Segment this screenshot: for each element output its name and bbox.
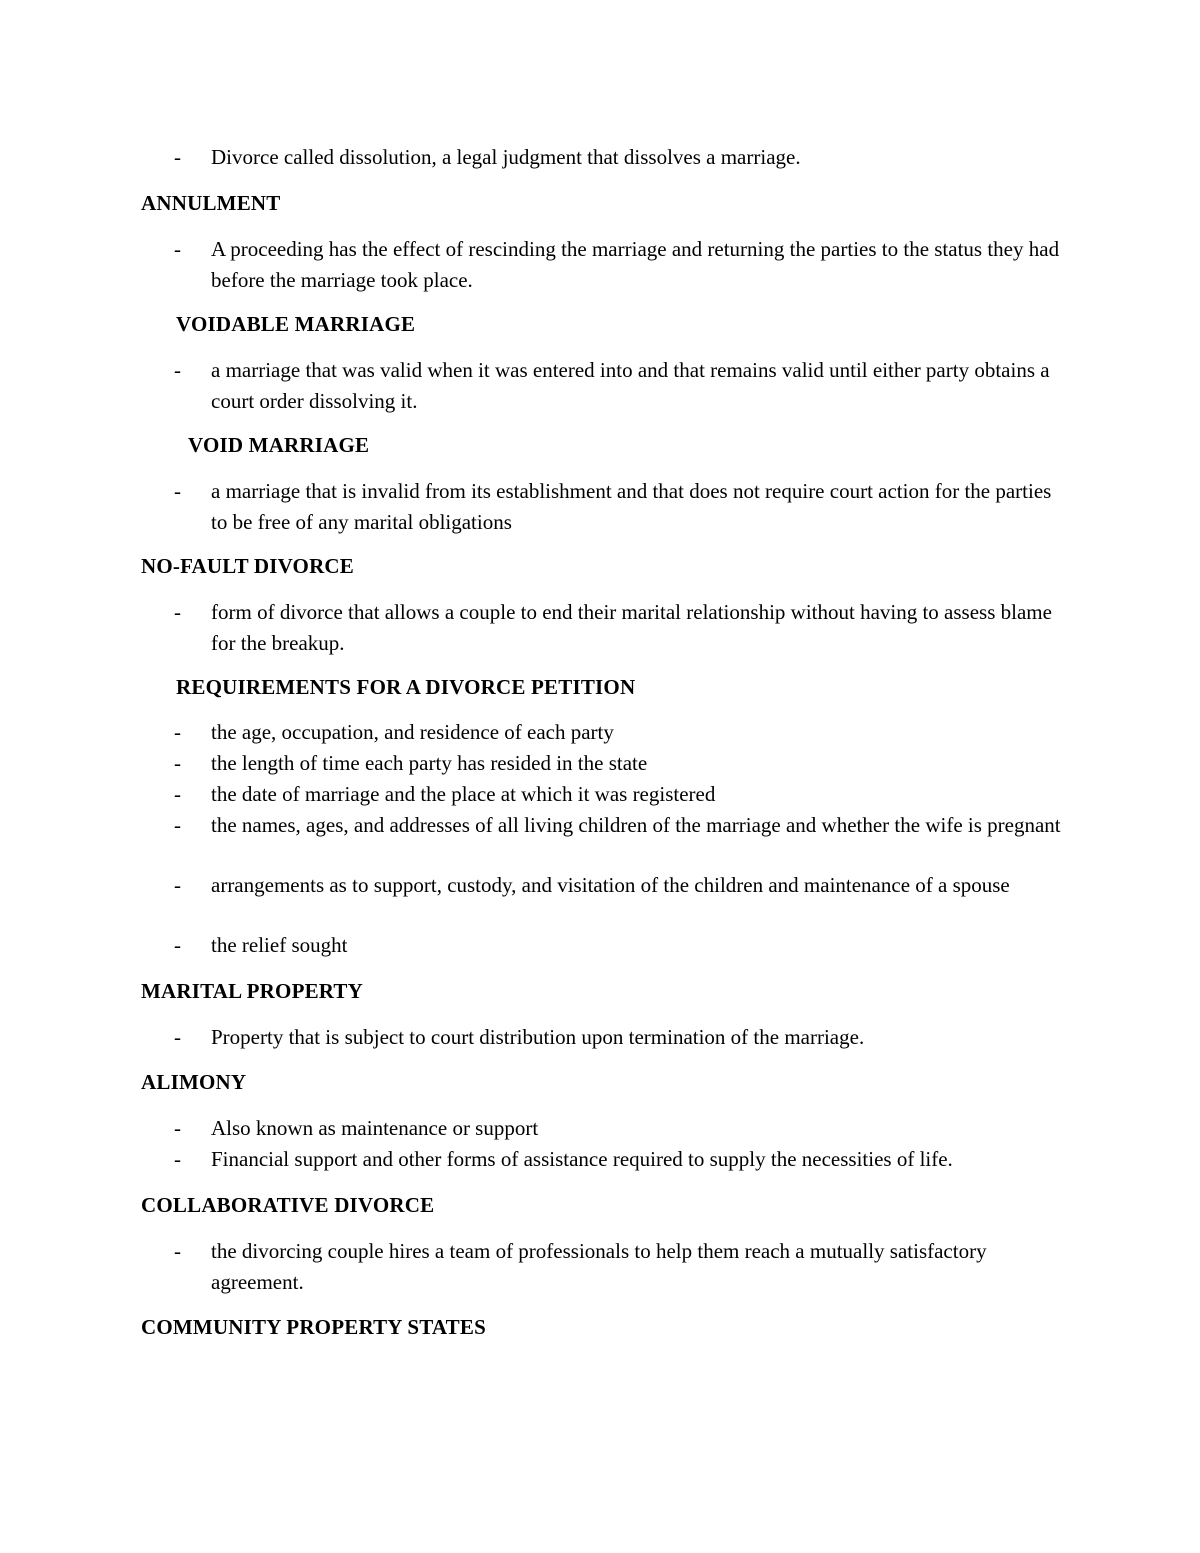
bullet-text: the divorcing couple hires a team of professionals to help them reach a mutually satisfactory agreement.	[211, 1239, 987, 1294]
bullet-dash: -	[174, 1147, 181, 1171]
heading-alimony: ALIMONY	[141, 1070, 247, 1094]
bullet-dash: -	[174, 813, 181, 837]
heading-community-property-states: COMMUNITY PROPERTY STATES	[141, 1315, 486, 1339]
bullet-dash: -	[174, 782, 181, 806]
bullet-text: Property that is subject to court distribution upon termination of the marriage.	[211, 1025, 865, 1049]
heading-annulment: ANNULMENT	[141, 191, 281, 215]
heading-void-marriage: VOID MARRIAGE	[188, 433, 370, 457]
bullet-dash: -	[174, 1116, 181, 1140]
bullet-dash: -	[174, 720, 181, 744]
bullet-text: the relief sought	[211, 933, 348, 957]
heading-no-fault-divorce: NO-FAULT DIVORCE	[141, 554, 355, 578]
bullet-text: Financial support and other forms of assistance required to supply the necessities of life.	[211, 1147, 953, 1171]
bullet-text: the names, ages, and addresses of all living children of the marriage and whether the wife is pregnant	[211, 813, 1061, 837]
bullet-dash: -	[174, 1025, 181, 1049]
bullet-dash: -	[174, 237, 181, 261]
heading-collaborative-divorce: COLLABORATIVE DIVORCE	[141, 1193, 435, 1217]
heading-voidable-marriage: VOIDABLE MARRIAGE	[176, 312, 416, 336]
bullet-text: form of divorce that allows a couple to end their marital relationship without having to assess blame for the breakup.	[211, 600, 1052, 655]
bullet-text: arrangements as to support, custody, and visitation of the children and maintenance of a spouse	[211, 873, 1010, 897]
bullet-dash: -	[174, 873, 181, 897]
bullet-text: Also known as maintenance or support	[211, 1116, 539, 1140]
bullet-dash: -	[174, 145, 181, 169]
bullet-text: a marriage that was valid when it was entered into and that remains valid until either party obtains a court order dissolving it.	[211, 358, 1050, 413]
bullet-text: a marriage that is invalid from its establishment and that does not require court action for the parties to be free of any marital obligations	[211, 479, 1052, 534]
bullet-text: the length of time each party has resided in the state	[211, 751, 648, 775]
bullet-text: A proceeding has the effect of rescinding the marriage and returning the parties to the status they had before the marriage took place.	[211, 237, 1060, 292]
heading-marital-property: MARITAL PROPERTY	[141, 979, 363, 1003]
bullet-dash: -	[174, 751, 181, 775]
bullet-dash: -	[174, 1239, 181, 1263]
bullet-dash: -	[174, 600, 181, 624]
bullet-dash: -	[174, 479, 181, 503]
bullet-text: the date of marriage and the place at which it was registered	[211, 782, 716, 806]
bullet-text: Divorce called dissolution, a legal judgment that dissolves a marriage.	[211, 145, 801, 169]
bullet-text: the age, occupation, and residence of each party	[211, 720, 614, 744]
heading-requirements: REQUIREMENTS FOR A DIVORCE PETITION	[176, 675, 636, 699]
bullet-dash: -	[174, 933, 181, 957]
bullet-dash: -	[174, 358, 181, 382]
